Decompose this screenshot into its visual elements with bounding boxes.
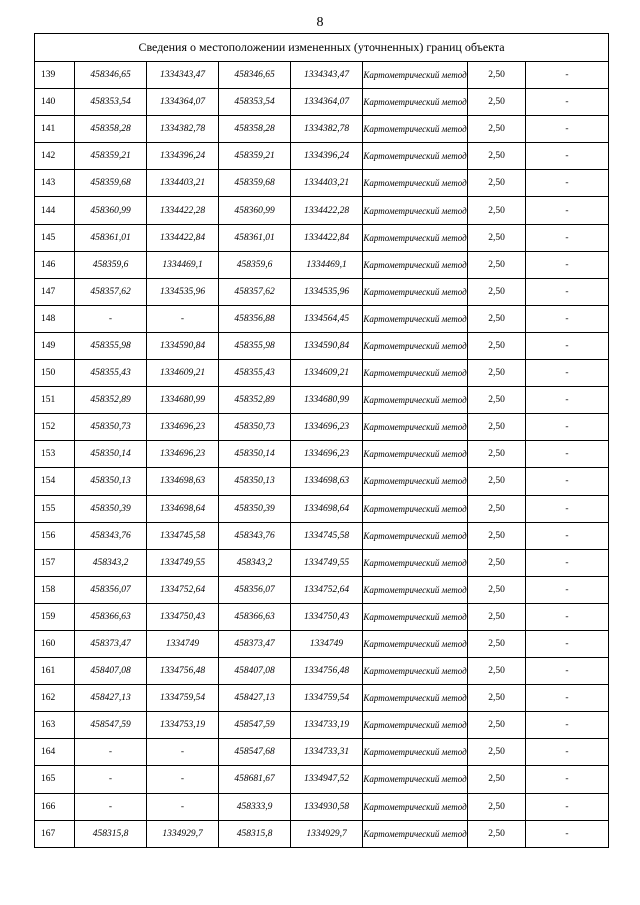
- note-cell: -: [526, 576, 609, 603]
- table-row: [35, 387, 609, 414]
- new-x-cell: 458357,62: [219, 278, 291, 305]
- method-cell: Картометрический метод: [363, 224, 468, 251]
- accuracy-cell: 2,50: [468, 576, 526, 603]
- old-y-cell: 1334698,63: [147, 468, 219, 495]
- method-cell: Картометрический метод: [363, 62, 468, 89]
- new-y-cell: 1334752,64: [291, 576, 363, 603]
- new-y-cell: 1334733,19: [291, 712, 363, 739]
- accuracy-cell: 2,50: [468, 143, 526, 170]
- old-y-cell: 1334535,96: [147, 278, 219, 305]
- method-cell: Картометрический метод: [363, 278, 468, 305]
- method-cell: Картометрический метод: [363, 360, 468, 387]
- point-number-cell: 150: [35, 360, 75, 387]
- old-y-cell: 1334753,19: [147, 712, 219, 739]
- note-cell: -: [526, 387, 609, 414]
- new-y-cell: 1334396,24: [291, 143, 363, 170]
- new-x-cell: 458547,59: [219, 712, 291, 739]
- table-row: [35, 522, 609, 549]
- new-y-cell: 1334403,21: [291, 170, 363, 197]
- point-number-cell: 163: [35, 712, 75, 739]
- method-cell: Картометрический метод: [363, 603, 468, 630]
- old-y-cell: 1334403,21: [147, 170, 219, 197]
- table-row: [35, 332, 609, 359]
- point-number-cell: 152: [35, 414, 75, 441]
- point-number-cell: 145: [35, 224, 75, 251]
- new-x-cell: 458343,76: [219, 522, 291, 549]
- old-x-cell: 458355,43: [75, 360, 147, 387]
- table-row: [35, 495, 609, 522]
- old-y-cell: 1334696,23: [147, 414, 219, 441]
- old-y-cell: 1334382,78: [147, 116, 219, 143]
- note-cell: -: [526, 360, 609, 387]
- point-number-cell: 143: [35, 170, 75, 197]
- old-x-cell: 458315,8: [75, 820, 147, 847]
- method-cell: Картометрический метод: [363, 522, 468, 549]
- old-x-cell: 458366,63: [75, 603, 147, 630]
- accuracy-cell: 2,50: [468, 278, 526, 305]
- table-row: [35, 414, 609, 441]
- new-y-cell: 1334382,78: [291, 116, 363, 143]
- point-number-cell: 146: [35, 251, 75, 278]
- old-y-cell: -: [147, 739, 219, 766]
- new-y-cell: 1334929,7: [291, 820, 363, 847]
- table-row: [35, 603, 609, 630]
- point-number-cell: 154: [35, 468, 75, 495]
- accuracy-cell: 2,50: [468, 522, 526, 549]
- point-number-cell: 158: [35, 576, 75, 603]
- old-y-cell: 1334696,23: [147, 441, 219, 468]
- accuracy-cell: 2,50: [468, 197, 526, 224]
- new-x-cell: 458333,9: [219, 793, 291, 820]
- table-row: [35, 305, 609, 332]
- old-x-cell: -: [75, 305, 147, 332]
- accuracy-cell: 2,50: [468, 630, 526, 657]
- note-cell: -: [526, 224, 609, 251]
- method-cell: Картометрический метод: [363, 468, 468, 495]
- old-y-cell: 1334752,64: [147, 576, 219, 603]
- method-cell: Картометрический метод: [363, 630, 468, 657]
- method-cell: Картометрический метод: [363, 549, 468, 576]
- note-cell: -: [526, 630, 609, 657]
- note-cell: -: [526, 685, 609, 712]
- method-cell: Картометрический метод: [363, 685, 468, 712]
- accuracy-cell: 2,50: [468, 414, 526, 441]
- point-number-cell: 139: [35, 62, 75, 89]
- old-y-cell: -: [147, 766, 219, 793]
- note-cell: -: [526, 522, 609, 549]
- point-number-cell: 153: [35, 441, 75, 468]
- note-cell: -: [526, 739, 609, 766]
- note-cell: -: [526, 441, 609, 468]
- note-cell: -: [526, 305, 609, 332]
- old-y-cell: 1334756,48: [147, 658, 219, 685]
- old-y-cell: 1334929,7: [147, 820, 219, 847]
- point-number-cell: 144: [35, 197, 75, 224]
- old-x-cell: 458343,76: [75, 522, 147, 549]
- method-cell: Картометрический метод: [363, 739, 468, 766]
- new-x-cell: 458366,63: [219, 603, 291, 630]
- new-y-cell: 1334609,21: [291, 360, 363, 387]
- old-x-cell: 458360,99: [75, 197, 147, 224]
- method-cell: Картометрический метод: [363, 712, 468, 739]
- table-row: [35, 62, 609, 89]
- note-cell: -: [526, 468, 609, 495]
- method-cell: Картометрический метод: [363, 197, 468, 224]
- new-x-cell: 458350,13: [219, 468, 291, 495]
- old-x-cell: 458547,59: [75, 712, 147, 739]
- accuracy-cell: 2,50: [468, 224, 526, 251]
- old-y-cell: 1334343,47: [147, 62, 219, 89]
- accuracy-cell: 2,50: [468, 305, 526, 332]
- method-cell: Картометрический метод: [363, 170, 468, 197]
- new-x-cell: 458407,08: [219, 658, 291, 685]
- method-cell: Картометрический метод: [363, 441, 468, 468]
- note-cell: -: [526, 712, 609, 739]
- accuracy-cell: 2,50: [468, 549, 526, 576]
- new-y-cell: 1334745,58: [291, 522, 363, 549]
- old-y-cell: 1334364,07: [147, 89, 219, 116]
- new-y-cell: 1334680,99: [291, 387, 363, 414]
- table-row: [35, 576, 609, 603]
- method-cell: Картометрический метод: [363, 116, 468, 143]
- accuracy-cell: 2,50: [468, 820, 526, 847]
- new-y-cell: 1334698,64: [291, 495, 363, 522]
- point-number-cell: 167: [35, 820, 75, 847]
- method-cell: Картометрический метод: [363, 387, 468, 414]
- table-row: [35, 251, 609, 278]
- old-y-cell: 1334609,21: [147, 360, 219, 387]
- table-row: [35, 116, 609, 143]
- table-row: [35, 630, 609, 657]
- new-y-cell: 1334733,31: [291, 739, 363, 766]
- new-y-cell: 1334535,96: [291, 278, 363, 305]
- old-y-cell: 1334698,64: [147, 495, 219, 522]
- old-x-cell: 458356,07: [75, 576, 147, 603]
- old-x-cell: -: [75, 739, 147, 766]
- point-number-cell: 151: [35, 387, 75, 414]
- point-number-cell: 164: [35, 739, 75, 766]
- new-x-cell: 458343,2: [219, 549, 291, 576]
- accuracy-cell: 2,50: [468, 89, 526, 116]
- table-row: [35, 170, 609, 197]
- method-cell: Картометрический метод: [363, 143, 468, 170]
- accuracy-cell: 2,50: [468, 332, 526, 359]
- method-cell: Картометрический метод: [363, 414, 468, 441]
- new-x-cell: 458355,98: [219, 332, 291, 359]
- table-row: [35, 441, 609, 468]
- note-cell: -: [526, 549, 609, 576]
- new-y-cell: 1334564,45: [291, 305, 363, 332]
- point-number-cell: 148: [35, 305, 75, 332]
- new-y-cell: 1334759,54: [291, 685, 363, 712]
- note-cell: -: [526, 414, 609, 441]
- point-number-cell: 157: [35, 549, 75, 576]
- old-x-cell: 458346,65: [75, 62, 147, 89]
- table-row: [35, 278, 609, 305]
- accuracy-cell: 2,50: [468, 739, 526, 766]
- table-row: [35, 224, 609, 251]
- accuracy-cell: 2,50: [468, 62, 526, 89]
- table-title: Сведения о местоположении измененных (уточненных) границ объекта: [35, 34, 609, 62]
- point-number-cell: 141: [35, 116, 75, 143]
- new-x-cell: 458359,6: [219, 251, 291, 278]
- new-y-cell: 1334698,63: [291, 468, 363, 495]
- new-y-cell: 1334422,84: [291, 224, 363, 251]
- note-cell: -: [526, 820, 609, 847]
- table-row: [35, 685, 609, 712]
- point-number-cell: 162: [35, 685, 75, 712]
- method-cell: Картометрический метод: [363, 251, 468, 278]
- note-cell: -: [526, 278, 609, 305]
- table-row: [35, 766, 609, 793]
- new-x-cell: 458315,8: [219, 820, 291, 847]
- accuracy-cell: 2,50: [468, 603, 526, 630]
- method-cell: Картометрический метод: [363, 332, 468, 359]
- old-x-cell: 458357,62: [75, 278, 147, 305]
- note-cell: -: [526, 62, 609, 89]
- old-x-cell: 458350,13: [75, 468, 147, 495]
- new-x-cell: 458355,43: [219, 360, 291, 387]
- accuracy-cell: 2,50: [468, 116, 526, 143]
- old-x-cell: 458373,47: [75, 630, 147, 657]
- note-cell: -: [526, 603, 609, 630]
- new-y-cell: 1334696,23: [291, 441, 363, 468]
- table-row: [35, 820, 609, 847]
- table-body: [35, 62, 609, 848]
- table-row: [35, 712, 609, 739]
- new-x-cell: 458681,67: [219, 766, 291, 793]
- old-x-cell: 458361,01: [75, 224, 147, 251]
- note-cell: -: [526, 89, 609, 116]
- method-cell: Картометрический метод: [363, 576, 468, 603]
- accuracy-cell: 2,50: [468, 468, 526, 495]
- new-y-cell: 1334930,58: [291, 793, 363, 820]
- method-cell: Картометрический метод: [363, 820, 468, 847]
- method-cell: Картометрический метод: [363, 658, 468, 685]
- table-row: [35, 360, 609, 387]
- note-cell: -: [526, 658, 609, 685]
- accuracy-cell: 2,50: [468, 170, 526, 197]
- accuracy-cell: 2,50: [468, 685, 526, 712]
- note-cell: -: [526, 143, 609, 170]
- point-number-cell: 147: [35, 278, 75, 305]
- note-cell: -: [526, 332, 609, 359]
- old-y-cell: 1334590,84: [147, 332, 219, 359]
- note-cell: -: [526, 116, 609, 143]
- table-row: [35, 468, 609, 495]
- new-x-cell: 458346,65: [219, 62, 291, 89]
- accuracy-cell: 2,50: [468, 712, 526, 739]
- accuracy-cell: 2,50: [468, 360, 526, 387]
- old-x-cell: 458427,13: [75, 685, 147, 712]
- new-x-cell: 458352,89: [219, 387, 291, 414]
- new-y-cell: 1334343,47: [291, 62, 363, 89]
- new-y-cell: 1334696,23: [291, 414, 363, 441]
- new-x-cell: 458350,39: [219, 495, 291, 522]
- old-x-cell: 458359,68: [75, 170, 147, 197]
- accuracy-cell: 2,50: [468, 441, 526, 468]
- new-x-cell: 458547,68: [219, 739, 291, 766]
- note-cell: -: [526, 197, 609, 224]
- note-cell: -: [526, 793, 609, 820]
- new-x-cell: 458353,54: [219, 89, 291, 116]
- new-y-cell: 1334422,28: [291, 197, 363, 224]
- note-cell: -: [526, 170, 609, 197]
- method-cell: Картометрический метод: [363, 766, 468, 793]
- new-y-cell: 1334469,1: [291, 251, 363, 278]
- point-number-cell: 155: [35, 495, 75, 522]
- old-y-cell: 1334750,43: [147, 603, 219, 630]
- old-x-cell: 458358,28: [75, 116, 147, 143]
- point-number-cell: 166: [35, 793, 75, 820]
- old-y-cell: 1334749: [147, 630, 219, 657]
- new-y-cell: 1334749: [291, 630, 363, 657]
- new-y-cell: 1334756,48: [291, 658, 363, 685]
- new-x-cell: 458350,73: [219, 414, 291, 441]
- point-number-cell: 159: [35, 603, 75, 630]
- new-y-cell: 1334364,07: [291, 89, 363, 116]
- point-number-cell: 161: [35, 658, 75, 685]
- old-y-cell: 1334749,55: [147, 549, 219, 576]
- accuracy-cell: 2,50: [468, 658, 526, 685]
- old-x-cell: 458350,14: [75, 441, 147, 468]
- accuracy-cell: 2,50: [468, 387, 526, 414]
- point-number-cell: 165: [35, 766, 75, 793]
- method-cell: Картометрический метод: [363, 793, 468, 820]
- table-row: [35, 143, 609, 170]
- table-row: [35, 793, 609, 820]
- old-y-cell: 1334469,1: [147, 251, 219, 278]
- note-cell: -: [526, 495, 609, 522]
- new-y-cell: 1334749,55: [291, 549, 363, 576]
- accuracy-cell: 2,50: [468, 793, 526, 820]
- new-x-cell: 458360,99: [219, 197, 291, 224]
- old-x-cell: 458343,2: [75, 549, 147, 576]
- old-x-cell: -: [75, 766, 147, 793]
- new-y-cell: 1334590,84: [291, 332, 363, 359]
- old-x-cell: 458350,73: [75, 414, 147, 441]
- old-y-cell: -: [147, 305, 219, 332]
- point-number-cell: 142: [35, 143, 75, 170]
- new-x-cell: 458361,01: [219, 224, 291, 251]
- table-row: [35, 658, 609, 685]
- new-y-cell: 1334947,52: [291, 766, 363, 793]
- point-number-cell: 160: [35, 630, 75, 657]
- old-x-cell: 458353,54: [75, 89, 147, 116]
- method-cell: Картометрический метод: [363, 89, 468, 116]
- method-cell: Картометрический метод: [363, 495, 468, 522]
- new-x-cell: 458356,88: [219, 305, 291, 332]
- old-y-cell: 1334396,24: [147, 143, 219, 170]
- new-x-cell: 458350,14: [219, 441, 291, 468]
- old-x-cell: 458350,39: [75, 495, 147, 522]
- note-cell: -: [526, 766, 609, 793]
- accuracy-cell: 2,50: [468, 495, 526, 522]
- new-x-cell: 458358,28: [219, 116, 291, 143]
- old-x-cell: -: [75, 793, 147, 820]
- old-y-cell: 1334422,84: [147, 224, 219, 251]
- method-cell: Картометрический метод: [363, 305, 468, 332]
- new-x-cell: 458359,68: [219, 170, 291, 197]
- old-y-cell: -: [147, 793, 219, 820]
- new-x-cell: 458359,21: [219, 143, 291, 170]
- new-x-cell: 458427,13: [219, 685, 291, 712]
- new-y-cell: 1334750,43: [291, 603, 363, 630]
- old-x-cell: 458359,21: [75, 143, 147, 170]
- old-y-cell: 1334759,54: [147, 685, 219, 712]
- old-x-cell: 458355,98: [75, 332, 147, 359]
- new-x-cell: 458356,07: [219, 576, 291, 603]
- old-x-cell: 458352,89: [75, 387, 147, 414]
- page-number: 8: [316, 15, 324, 30]
- old-x-cell: 458359,6: [75, 251, 147, 278]
- boundary-table: [34, 33, 609, 848]
- table-row: [35, 739, 609, 766]
- point-number-cell: 140: [35, 89, 75, 116]
- old-x-cell: 458407,08: [75, 658, 147, 685]
- accuracy-cell: 2,50: [468, 766, 526, 793]
- table-row: [35, 549, 609, 576]
- old-y-cell: 1334680,99: [147, 387, 219, 414]
- old-y-cell: 1334745,58: [147, 522, 219, 549]
- point-number-cell: 149: [35, 332, 75, 359]
- note-cell: -: [526, 251, 609, 278]
- old-y-cell: 1334422,28: [147, 197, 219, 224]
- point-number-cell: 156: [35, 522, 75, 549]
- accuracy-cell: 2,50: [468, 251, 526, 278]
- table-row: [35, 197, 609, 224]
- table-row: [35, 89, 609, 116]
- new-x-cell: 458373,47: [219, 630, 291, 657]
